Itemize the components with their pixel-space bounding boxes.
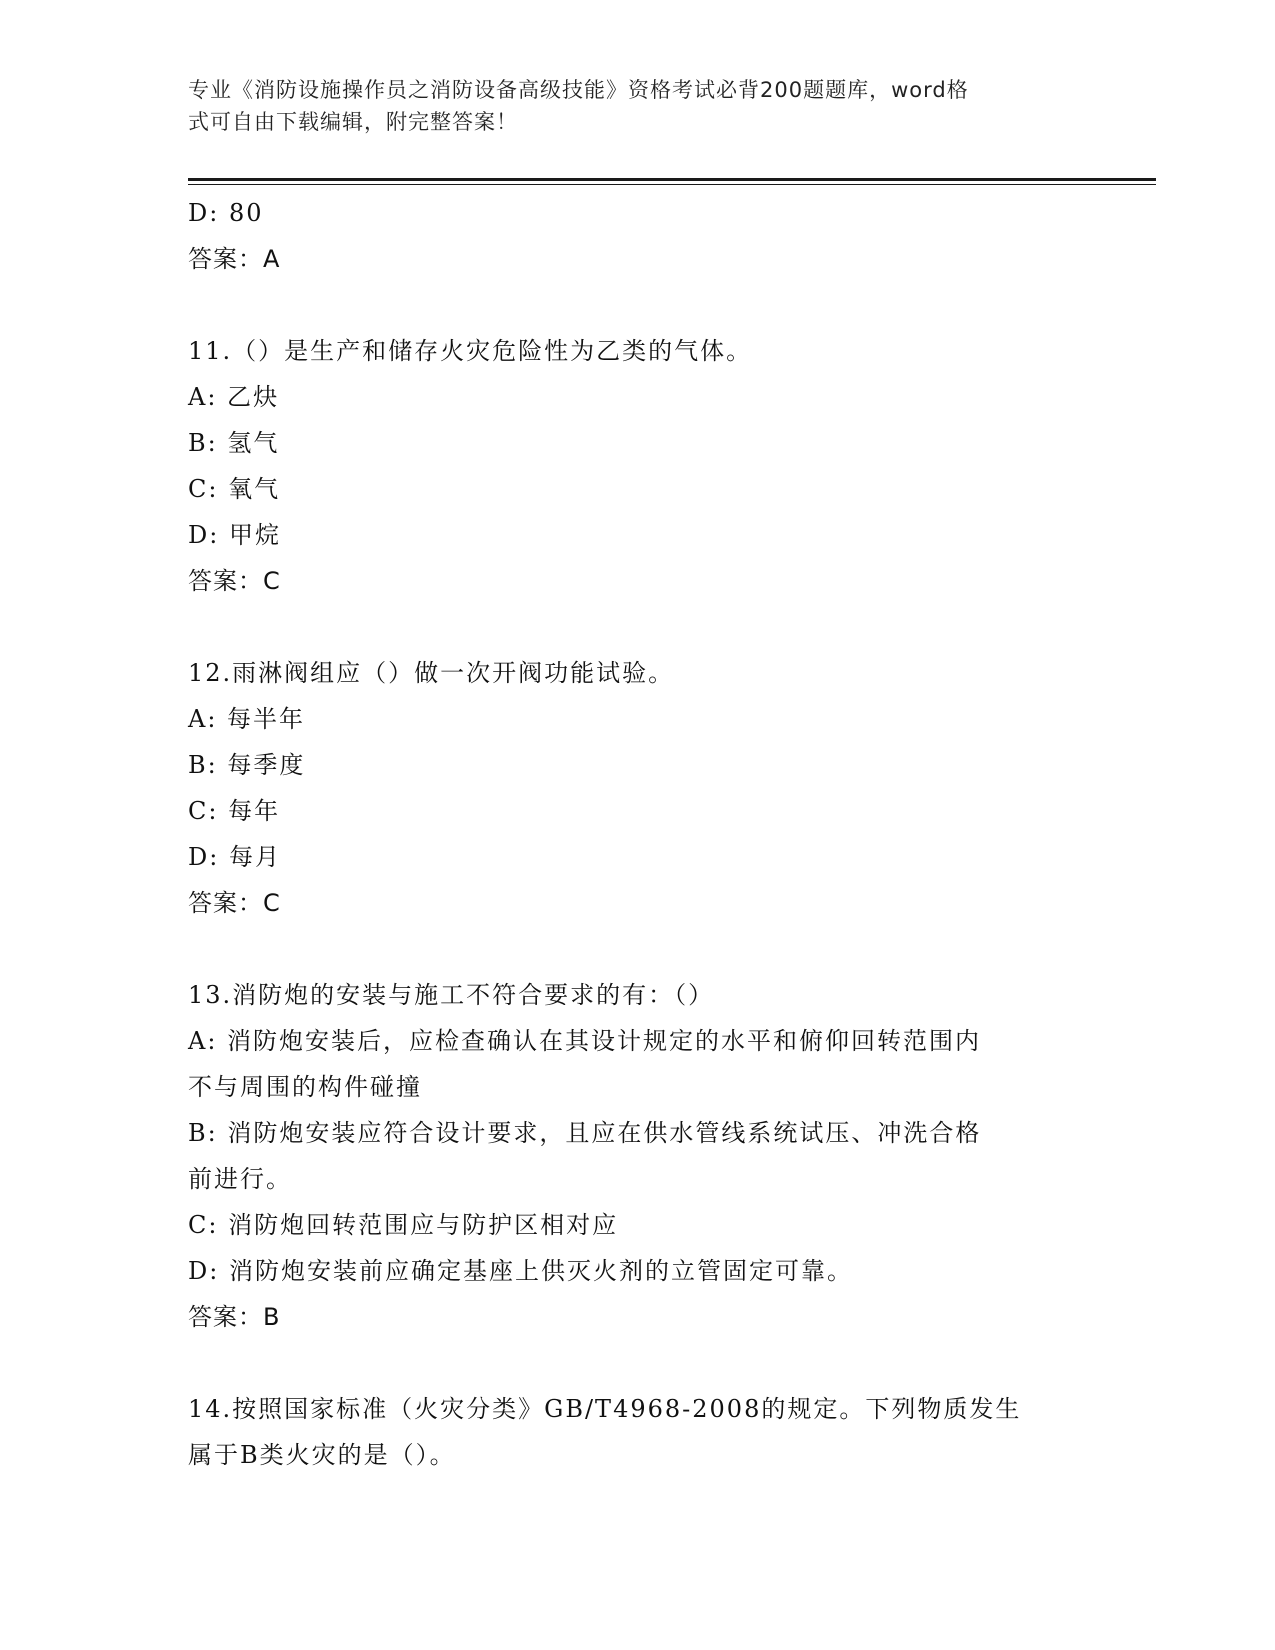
q13-option-a-line-2: 不与周围的构件碰撞: [188, 1073, 422, 1101]
q11-option-a: A: 乙炔: [188, 383, 280, 411]
header-divider-thin: [188, 184, 1156, 185]
question-list: [188, 190, 1078, 1478]
question-11: [188, 328, 1078, 604]
q11-option-b: B: 氢气: [188, 429, 280, 457]
q14-stem-line-1: 14.按照国家标准（火灾分类》GB/T4968-2008的规定。下列物质发生: [188, 1395, 1022, 1423]
q13-option-b-line-1: B: 消防炮安装应符合设计要求，且应在供水管线系统试压、冲洗合格: [188, 1119, 982, 1147]
header-line-1: 专业《消防设施操作员之消防设备高级技能》资格考试必背200题题库，word格: [188, 78, 969, 102]
q13-option-c: C: 消防炮回转范围应与防护区相对应: [188, 1211, 619, 1239]
q10-option-d: D: 80: [188, 199, 264, 227]
q11-stem: 11.（）是生产和储存火灾危险性为乙类的气体。: [188, 337, 753, 365]
question-14: [188, 1386, 1078, 1478]
q13-option-d: D: 消防炮安装前应确定基座上供灭火剂的立管固定可靠。: [188, 1257, 853, 1285]
q13-option-a-line-1: A: 消防炮安装后，应检查确认在其设计规定的水平和俯仰回转范围内: [188, 1027, 982, 1055]
q13-option-b-line-2: 前进行。: [188, 1165, 292, 1193]
q12-option-a: A: 每半年: [188, 705, 306, 733]
q12-stem: 12.雨淋阀组应（）做一次开阀功能试验。: [188, 659, 675, 687]
q12-option-b: B: 每季度: [188, 751, 306, 779]
q12-answer: 答案：C: [188, 889, 281, 917]
q10-answer: 答案：A: [188, 245, 281, 273]
q11-answer: 答案：C: [188, 567, 281, 595]
q11-option-d: D: 甲烷: [188, 521, 281, 549]
header-divider-thick: [188, 178, 1156, 181]
q13-stem: 13.消防炮的安装与施工不符合要求的有：（）: [188, 981, 715, 1009]
q12-option-d: D: 每月: [188, 843, 281, 871]
question-13: [188, 972, 1078, 1340]
question-12: [188, 650, 1078, 926]
q13-answer: 答案：B: [188, 1303, 281, 1331]
q12-option-c: C: 每年: [188, 797, 281, 825]
question-10: [188, 190, 1078, 282]
q14-stem-line-2: 属于B类火灾的是（）。: [188, 1441, 456, 1469]
q11-option-c: C: 氧气: [188, 475, 281, 503]
header-line-2: 式可自由下载编辑，附完整答案！: [188, 110, 518, 134]
document-header: [188, 74, 1068, 138]
